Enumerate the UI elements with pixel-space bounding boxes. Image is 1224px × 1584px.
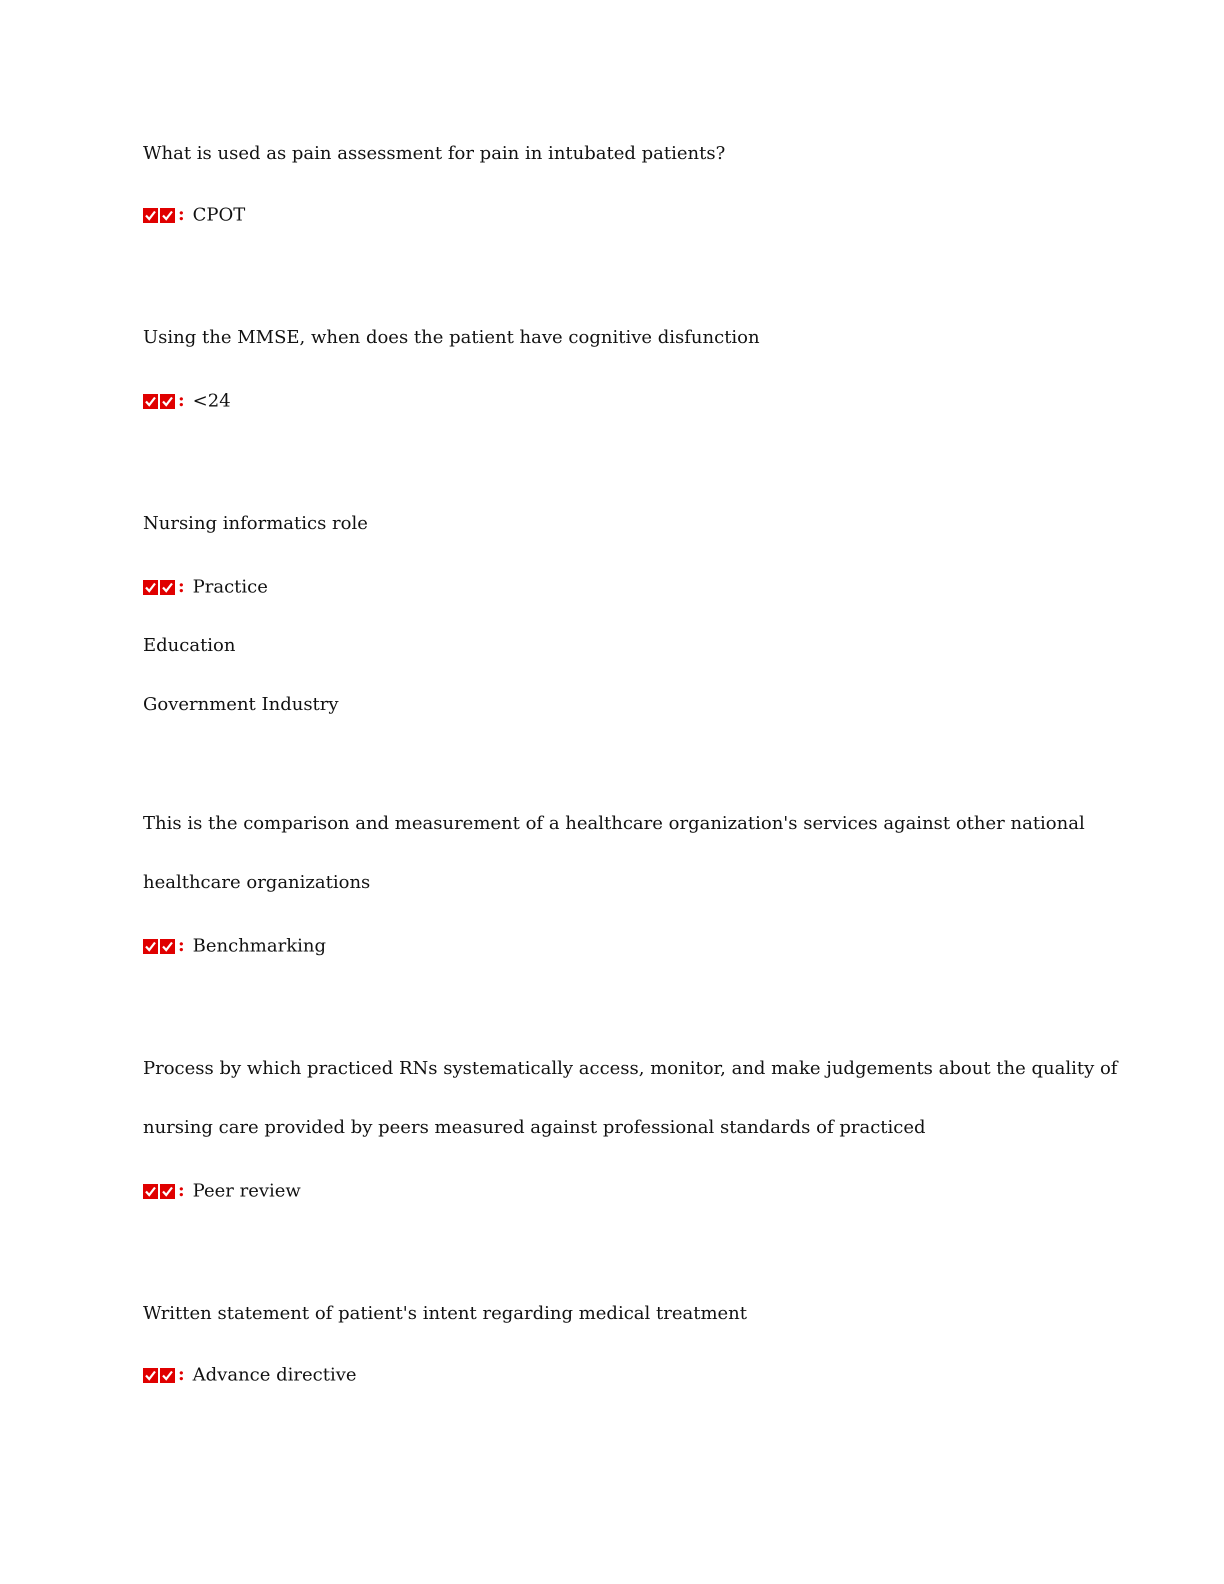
checked-box-icon <box>143 208 158 223</box>
answer-text: Benchmarking <box>192 935 326 957</box>
checked-box-icon <box>160 394 175 409</box>
question-text: Nursing informatics role <box>143 513 368 534</box>
question-text-continuation: healthcare organizations <box>143 872 371 893</box>
question-text: Written statement of patient's intent regarding medical treatment <box>143 1303 748 1324</box>
answer-line <box>143 389 231 414</box>
answer-marker: : <box>143 1179 185 1203</box>
checked-box-icon <box>143 394 158 409</box>
checked-box-icon <box>143 580 158 595</box>
answer-continuation: Government Industry <box>143 694 339 715</box>
answer-marker: : <box>143 1363 185 1387</box>
answer-text: Practice <box>192 576 268 598</box>
question-text: This is the comparison and measurement of a healthcare organization's services against other national <box>143 813 1085 834</box>
question-text-continuation: nursing care provided by peers measured against professional standards of practiced <box>143 1117 926 1138</box>
answer-line <box>143 203 245 228</box>
answer-line <box>143 934 326 959</box>
checked-box-icon <box>160 1368 175 1383</box>
answer-marker: : <box>143 389 185 413</box>
answer-marker: : <box>143 934 185 958</box>
checked-box-icon <box>160 939 175 954</box>
answer-text: Peer review <box>192 1180 301 1202</box>
checked-box-icon <box>143 1368 158 1383</box>
answer-line <box>143 1363 357 1388</box>
answer-marker: : <box>143 203 185 227</box>
checked-box-icon <box>143 939 158 954</box>
answer-text: CPOT <box>192 204 246 226</box>
answer-text: Advance directive <box>192 1364 357 1386</box>
question-text: What is used as pain assessment for pain in intubated patients? <box>143 143 726 164</box>
checked-box-icon <box>160 1184 175 1199</box>
answer-continuation: Education <box>143 635 236 656</box>
checked-box-icon <box>160 580 175 595</box>
checked-box-icon <box>143 1184 158 1199</box>
answer-marker: : <box>143 575 185 599</box>
answer-text: <24 <box>192 390 231 412</box>
checked-box-icon <box>160 208 175 223</box>
question-text: Process by which practiced RNs systematically access, monitor, and make judgements about the quality of <box>143 1058 1118 1079</box>
answer-line <box>143 1179 301 1204</box>
question-text: Using the MMSE, when does the patient have cognitive disfunction <box>143 327 760 348</box>
answer-line <box>143 575 268 600</box>
